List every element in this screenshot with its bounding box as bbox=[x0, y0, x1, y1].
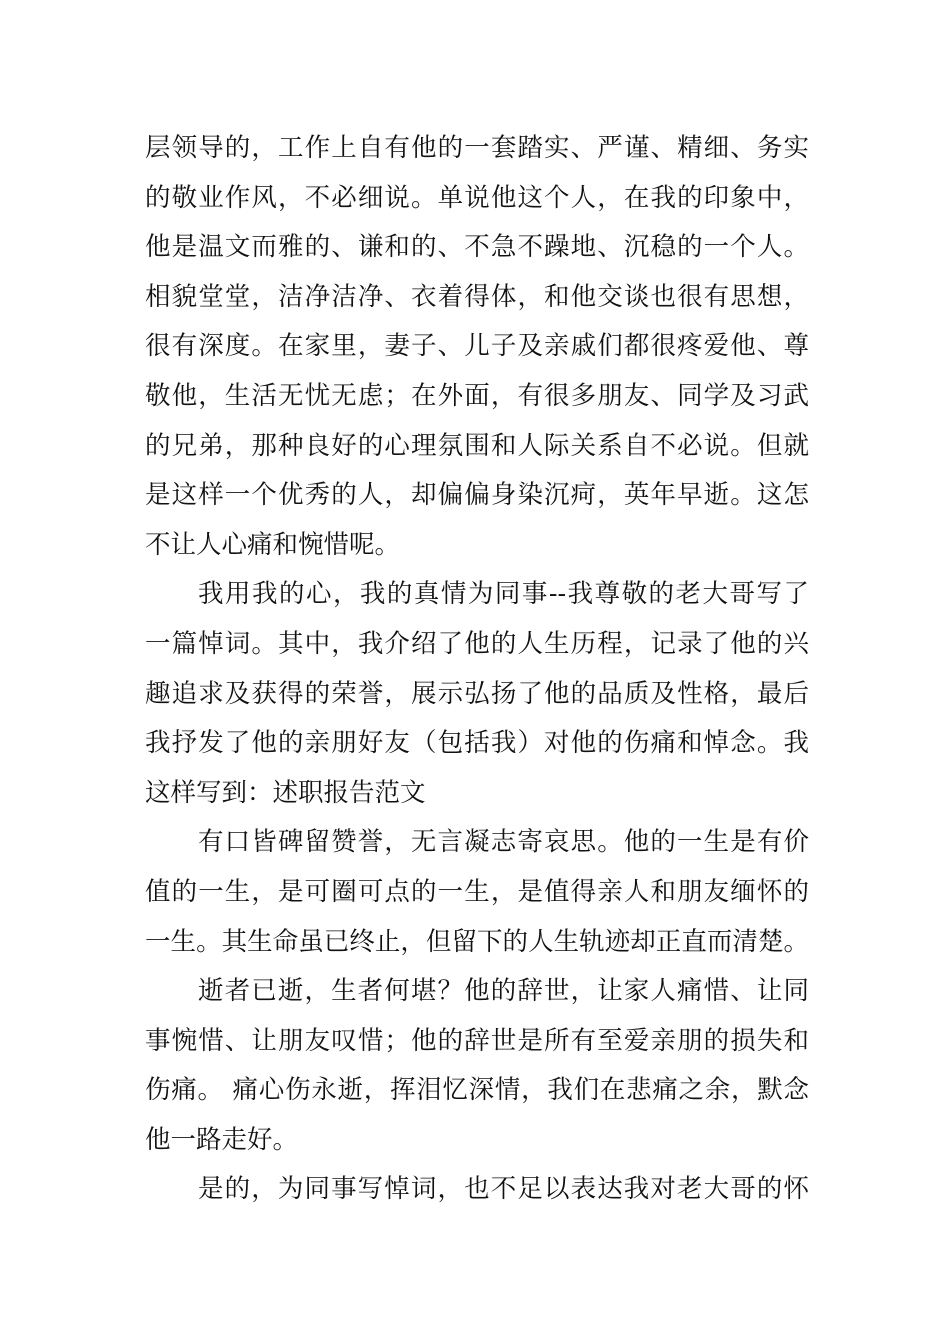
text-line: 是的，为同事写悼词，也不足以表达我对老大哥的怀 bbox=[198, 1174, 809, 1205]
text-line: 的兄弟，那种良好的心理氛围和人际关系自不必说。但就 bbox=[145, 430, 809, 461]
body-text bbox=[145, 124, 809, 1215]
text-line: 事惋惜、让朋友叹惜；他的辞世是所有至爱亲朋的损失和 bbox=[145, 1025, 809, 1056]
text-line: 是这样一个优秀的人，却偏偏身染沉疴，英年早逝。这怎 bbox=[145, 480, 809, 511]
text-line: 的敬业作风，不必细说。单说他这个人，在我的印象中， bbox=[145, 182, 809, 213]
text-line: 逝者已逝，生者何堪？他的辞世，让家人痛惜、让同 bbox=[198, 976, 809, 1007]
text-line: 层领导的，工作上自有他的一套踏实、严谨、精细、务实 bbox=[145, 133, 809, 163]
text-line: 这样写到：述职报告范文 bbox=[145, 777, 426, 808]
text-line: 不让人心痛和惋惜呢。 bbox=[145, 529, 401, 560]
text-line: 敬他，生活无忧无虑；在外面，有很多朋友、同学及习武 bbox=[145, 380, 809, 411]
text-line: 我用我的心，我的真情为同事--我尊敬的老大哥写了 bbox=[198, 579, 809, 610]
text-line: 相貌堂堂，洁净洁净、衣着得体，和他交谈也很有思想， bbox=[145, 281, 809, 312]
text-line: 他是温文而雅的、谦和的、不急不躁地、沉稳的一个人。 bbox=[145, 232, 809, 263]
text-line: 伤痛。 痛心伤永逝，挥泪忆深情，我们在悲痛之余，默念 bbox=[145, 1075, 809, 1106]
text-line: 一生。其生命虽已终止，但留下的人生轨迹却正直而清楚。 bbox=[145, 926, 809, 957]
text-line: 有口皆碑留赞誉，无言凝志寄哀思。他的一生是有价 bbox=[198, 827, 809, 858]
text-line: 值的一生，是可圈可点的一生，是值得亲人和朋友缅怀的 bbox=[145, 876, 809, 907]
text-line: 很有深度。在家里，妻子、儿子及亲戚们都很疼爱他、尊 bbox=[145, 331, 809, 362]
text-line: 他一路走好。 bbox=[145, 1124, 299, 1155]
text-line: 我抒发了他的亲朋好友（包括我）对他的伤痛和悼念。我 bbox=[145, 728, 809, 759]
text-line: 趣追求及获得的荣誉，展示弘扬了他的品质及性格，最后 bbox=[145, 678, 809, 709]
text-line: 一篇悼词。其中，我介绍了他的人生历程，记录了他的兴 bbox=[145, 628, 809, 659]
